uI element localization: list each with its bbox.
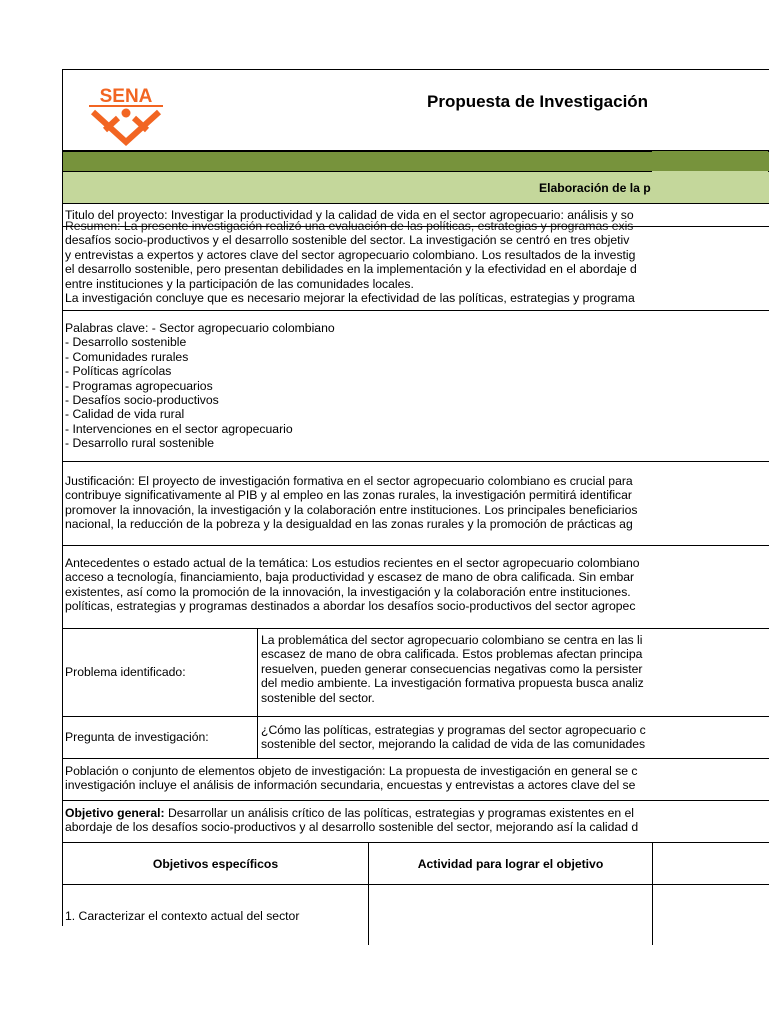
palabra-item: - Desarrollo sostenible <box>65 335 187 350</box>
antecedentes-cell[interactable] <box>63 546 769 629</box>
justificacion-block <box>63 462 769 532</box>
justificacion-line: nacional, la reducción de la pobreza y la desigualdad en las zonas rurales y la promoción de prácticas ag <box>65 517 633 532</box>
justificacion-line: Justificación: El proyecto de investigación formativa en el sector agropecuario colombiano es crucial para <box>65 474 633 488</box>
problema-line: sostenible del sector. <box>261 690 375 705</box>
problema-line: escasez de mano de obra calificada. Estos problemas afectan principa <box>261 647 643 662</box>
poblacion-line: Población o conjunto de elementos objeto de investigación: La propuesta de investigación en general se c <box>65 764 638 778</box>
palabra-item: - Desafíos socio-productivos <box>65 393 219 408</box>
pregunta-line: sostenible del sector, mejorando la calidad de vida de las comunidades <box>261 737 646 752</box>
objetivos-table-header <box>63 843 769 885</box>
poblacion-block <box>63 759 769 793</box>
col-actividad[interactable]: Actividad para lograr el objetivo <box>369 843 653 885</box>
palabra-item: - Calidad de vida rural <box>65 407 185 422</box>
objetivo-general-label: Objetivo general: <box>65 806 165 820</box>
resumen-line: entre instituciones y la participación de las comunidades locales. <box>65 276 414 291</box>
objetivo-general-line <box>63 806 769 820</box>
resumen-line: La investigación concluye que es necesario mejorar la efectividad de las políticas, estrategias y programa <box>65 291 635 306</box>
poblacion-cell[interactable] <box>63 759 769 801</box>
actividad-cell[interactable] <box>369 885 653 945</box>
green-band-overflow <box>652 151 768 171</box>
antecedentes-line: políticas, estrategias y programas destinados a abordar los desafíos socio-productivos del sector agropec <box>65 599 636 614</box>
resumen-line: el desarrollo sostenible, pero presentan debilidades en la implementación y la efectividad en el abordaje d <box>65 262 637 277</box>
pregunta-row <box>63 717 769 759</box>
header-row <box>63 70 769 152</box>
palabra-item: Palabras clave: - Sector agropecuario colombiano <box>65 321 335 335</box>
problema-label-cell[interactable] <box>63 629 258 716</box>
problema-row <box>63 629 769 717</box>
justificacion-line: promover la innovación, la investigación y la colaboración entre instituciones. Los principales beneficiarios <box>65 502 638 517</box>
antecedentes-line: existentes, así como la promoción de la innovación, la investigación y la colaboración entre instituciones. <box>65 584 631 599</box>
antecedentes-block <box>63 546 769 614</box>
objetivo-general-text: Desarrollar un análisis crítico de las políticas, estrategias y programas existentes en el <box>164 806 634 820</box>
objetivo-general-block <box>63 801 769 835</box>
antecedentes-line: acceso a tecnología, financiamiento, baja productividad y escasez de mano de obra calificada. Sin embar <box>65 570 635 585</box>
pregunta-label: Pregunta de investigación: <box>65 730 209 745</box>
pregunta-line: ¿Cómo las políticas, estrategias y programas del sector agropecuario c <box>261 723 646 737</box>
objetivo-general-line2: abordaje de los desafíos socio-productivos y al desarrollo sostenible del sector, mejorando así la calidad d <box>65 820 639 835</box>
subheader-band-overflow <box>652 171 768 202</box>
palabra-item: - Comunidades rurales <box>65 349 189 364</box>
objetivo-especifico-text: 1. Caracterizar el contexto actual del sector <box>65 909 300 923</box>
antecedentes-line: Antecedentes o estado actual de la temática: Los estudios recientes en el sector agropecuario colombiano <box>65 556 640 570</box>
justificacion-line: contribuye significativamente al PIB y al empleo en las zonas rurales, la investigación permitirá identificar <box>65 488 632 503</box>
pregunta-text-cell[interactable] <box>259 717 646 752</box>
objetivo-general-cell[interactable] <box>63 801 769 843</box>
problema-text-cell[interactable] <box>259 629 644 705</box>
sena-logo <box>83 82 169 148</box>
col-objetivos-especificos[interactable]: Objetivos específicos <box>63 843 369 885</box>
problema-line: del medio ambiente. La investigación formativa propuesta busca analiz <box>261 676 644 691</box>
objetivos-table-row <box>63 885 769 945</box>
palabras-clave-cell[interactable] <box>63 311 769 462</box>
subheader-title: Elaboración de la p <box>539 181 651 195</box>
resumen-line: y entrevistas a expertos y actores clave del sector agropecuario colombiano. Los resultados de la investig <box>65 247 636 262</box>
palabra-item: - Políticas agrícolas <box>65 364 172 379</box>
page-title: Propuesta de Investigación <box>427 92 649 111</box>
objetivo-especifico-cell[interactable] <box>63 885 369 945</box>
palabra-item: - Desarrollo rural sostenible <box>65 436 215 451</box>
pregunta-label-cell[interactable] <box>63 717 258 758</box>
resumen-clipped-line: Resumen: La presente investigación realizó una evaluación de las políticas, estrategias y programas exis <box>65 219 634 233</box>
palabras-clave-list <box>63 311 769 451</box>
svg-text:SENA: SENA <box>99 86 153 107</box>
justificacion-cell[interactable] <box>63 462 769 546</box>
poblacion-line: investigación incluye el análisis de información secundaria, encuestas y entrevistas a actores clave del se <box>65 778 636 793</box>
problema-line: resuelven, pueden generar consecuencias negativas como la persister <box>261 661 643 676</box>
titulo-text: Titulo del proyecto: Investigar la productividad y la calidad de vida en el sector agropecuario: análisis y so <box>65 208 634 222</box>
problema-label: Problema identificado: <box>65 665 186 680</box>
palabra-item: - Intervenciones en el sector agropecuario <box>65 421 293 436</box>
resumen-cell[interactable] <box>63 219 769 311</box>
resumen-line: desafíos socio-productivos y el desarrollo sostenible del sector. La investigación se centró en tres objetiv <box>65 233 630 248</box>
problema-line: La problemática del sector agropecuario colombiano se centra en las li <box>261 633 643 647</box>
palabra-item: - Programas agropecuarios <box>65 378 213 393</box>
